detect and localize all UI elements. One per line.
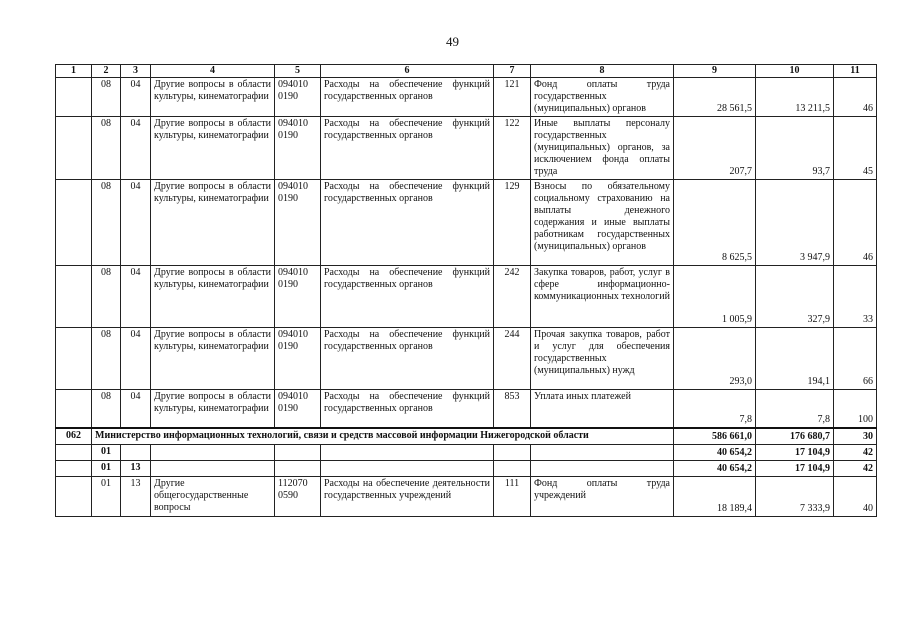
cell-description: Другие вопросы в области культуры, кинематографии (151, 390, 275, 428)
header-cell: 8 (531, 65, 674, 78)
cell-expense-type: 853 (494, 390, 531, 428)
header-cell: 10 (756, 65, 834, 78)
cell-actual: 7,8 (756, 390, 834, 428)
cell-section (56, 180, 92, 266)
cell-subchapter: 13 (121, 460, 151, 476)
cell-actual: 194,1 (756, 328, 834, 390)
cell-chapter: 08 (92, 266, 121, 328)
cell-subchapter: 04 (121, 78, 151, 117)
cell-description: Другие вопросы в области культуры, кинематографии (151, 266, 275, 328)
ministry-total-row (56, 428, 877, 445)
cell-chapter: 08 (92, 390, 121, 428)
cell-target-code: 094010 0190 (275, 117, 321, 180)
cell-section (56, 476, 92, 516)
cell-expense-type: 121 (494, 78, 531, 117)
cell-purpose (321, 460, 494, 476)
cell-description (151, 444, 275, 460)
cell-section (56, 328, 92, 390)
cell-description: Другие вопросы в области культуры, кинематографии (151, 78, 275, 117)
table-row (56, 117, 877, 180)
cell-expense-type (494, 444, 531, 460)
cell-target-code (275, 444, 321, 460)
header-cell: 2 (92, 65, 121, 78)
header-cell: 11 (834, 65, 877, 78)
cell-expense-name: Фонд оплаты труда учреждений (531, 476, 674, 516)
cell-section (56, 444, 92, 460)
cell-section (56, 117, 92, 180)
cell-purpose: Расходы на обеспечение деятельности государственных учреждений (321, 476, 494, 516)
cell-chapter: 01 (92, 476, 121, 516)
table-row (56, 328, 877, 390)
cell-purpose: Расходы на обеспечение функций государственных органов (321, 328, 494, 390)
page-number: 49 (446, 34, 459, 49)
cell-section (56, 390, 92, 428)
budget-table (55, 64, 877, 517)
cell-target-code (275, 460, 321, 476)
table-row (56, 476, 877, 516)
cell-chapter: 08 (92, 328, 121, 390)
cell-percent: 33 (834, 266, 877, 328)
cell-percent: 42 (834, 444, 877, 460)
cell-target-code: 094010 0190 (275, 328, 321, 390)
cell-chapter: 08 (92, 117, 121, 180)
header-cell: 7 (494, 65, 531, 78)
cell-percent: 40 (834, 476, 877, 516)
cell-percent: 45 (834, 117, 877, 180)
cell-section (56, 78, 92, 117)
cell-purpose: Расходы на обеспечение функций государственных органов (321, 180, 494, 266)
cell-chapter: 08 (92, 78, 121, 117)
cell-plan: 18 189,4 (674, 476, 756, 516)
cell-expense-name (531, 460, 674, 476)
cell-expense-type (494, 460, 531, 476)
header-cell: 6 (321, 65, 494, 78)
cell-expense-type: 122 (494, 117, 531, 180)
header-row (56, 65, 877, 78)
table-row (56, 266, 877, 328)
cell-plan: 293,0 (674, 328, 756, 390)
cell-expense-type: 244 (494, 328, 531, 390)
cell-percent: 66 (834, 328, 877, 390)
header-cell: 9 (674, 65, 756, 78)
cell-purpose: Расходы на обеспечение функций государственных органов (321, 117, 494, 180)
cell-purpose: Расходы на обеспечение функций государственных органов (321, 390, 494, 428)
cell-actual: 17 104,9 (756, 460, 834, 476)
header-cell: 3 (121, 65, 151, 78)
cell-plan: 8 625,5 (674, 180, 756, 266)
table-row (56, 78, 877, 117)
cell-expense-type: 111 (494, 476, 531, 516)
cell-percent: 46 (834, 78, 877, 117)
cell-expense-name (531, 444, 674, 460)
cell-actual: 13 211,5 (756, 78, 834, 117)
cell-target-code: 094010 0190 (275, 266, 321, 328)
cell-description: Другие вопросы в области культуры, кинематографии (151, 180, 275, 266)
cell-actual: 17 104,9 (756, 444, 834, 460)
cell-target-code: 112070 0590 (275, 476, 321, 516)
header-cell: 1 (56, 65, 92, 78)
cell-actual: 176 680,7 (756, 428, 834, 445)
cell-description (151, 460, 275, 476)
cell-purpose (321, 444, 494, 460)
cell-description: Другие общегосударственные вопросы (151, 476, 275, 516)
header-cell: 4 (151, 65, 275, 78)
header-cell: 5 (275, 65, 321, 78)
cell-plan: 7,8 (674, 390, 756, 428)
cell-expense-name: Взносы по обязательному социальному страхованию на выплаты денежного содержания и иные выплаты работникам государственных (муниципальных) органов (531, 180, 674, 266)
cell-subchapter (121, 444, 151, 460)
cell-actual: 3 947,9 (756, 180, 834, 266)
cell-expense-name: Прочая закупка товаров, работ и услуг для обеспечения государственных (муниципальных) нужд (531, 328, 674, 390)
cell-plan: 586 661,0 (674, 428, 756, 445)
table-row (56, 180, 877, 266)
cell-actual: 7 333,9 (756, 476, 834, 516)
cell-expense-name: Уплата иных платежей (531, 390, 674, 428)
cell-purpose: Расходы на обеспечение функций государственных органов (321, 266, 494, 328)
cell-subchapter: 13 (121, 476, 151, 516)
cell-percent: 100 (834, 390, 877, 428)
cell-purpose: Расходы на обеспечение функций государственных органов (321, 78, 494, 117)
cell-description: Другие вопросы в области культуры, кинематографии (151, 328, 275, 390)
cell-actual: 93,7 (756, 117, 834, 180)
cell-section (56, 460, 92, 476)
cell-plan: 40 654,2 (674, 444, 756, 460)
cell-percent: 30 (834, 428, 877, 445)
cell-plan: 28 561,5 (674, 78, 756, 117)
ministry-name: Министерство информационных технологий, связи и средств массовой информации Нижегородской области (92, 428, 674, 445)
cell-subchapter: 04 (121, 180, 151, 266)
cell-chapter: 08 (92, 180, 121, 266)
cell-description: Другие вопросы в области культуры, кинематографии (151, 117, 275, 180)
cell-target-code: 094010 0190 (275, 390, 321, 428)
cell-subchapter: 04 (121, 390, 151, 428)
cell-plan: 1 005,9 (674, 266, 756, 328)
cell-target-code: 094010 0190 (275, 180, 321, 266)
subtotal-row (56, 444, 877, 460)
cell-chapter: 01 (92, 460, 121, 476)
cell-plan: 40 654,2 (674, 460, 756, 476)
cell-percent: 46 (834, 180, 877, 266)
cell-percent: 42 (834, 460, 877, 476)
cell-plan: 207,7 (674, 117, 756, 180)
table-row (56, 390, 877, 428)
cell-expense-type: 242 (494, 266, 531, 328)
subtotal-row (56, 460, 877, 476)
cell-actual: 327,9 (756, 266, 834, 328)
cell-target-code: 094010 0190 (275, 78, 321, 117)
cell-subchapter: 04 (121, 328, 151, 390)
cell-section (56, 266, 92, 328)
cell-subchapter: 04 (121, 117, 151, 180)
cell-chapter: 01 (92, 444, 121, 460)
cell-expense-name: Иные выплаты персоналу государственных (муниципальных) органов, за исключением фонда оплаты труда (531, 117, 674, 180)
cell-expense-type: 129 (494, 180, 531, 266)
cell-expense-name: Фонд оплаты труда государственных (муниципальных) органов (531, 78, 674, 117)
cell-expense-name: Закупка товаров, работ, услуг в сфере информационно-коммуникационных технологий (531, 266, 674, 328)
cell-subchapter: 04 (121, 266, 151, 328)
cell-ministry-code: 062 (56, 428, 92, 445)
